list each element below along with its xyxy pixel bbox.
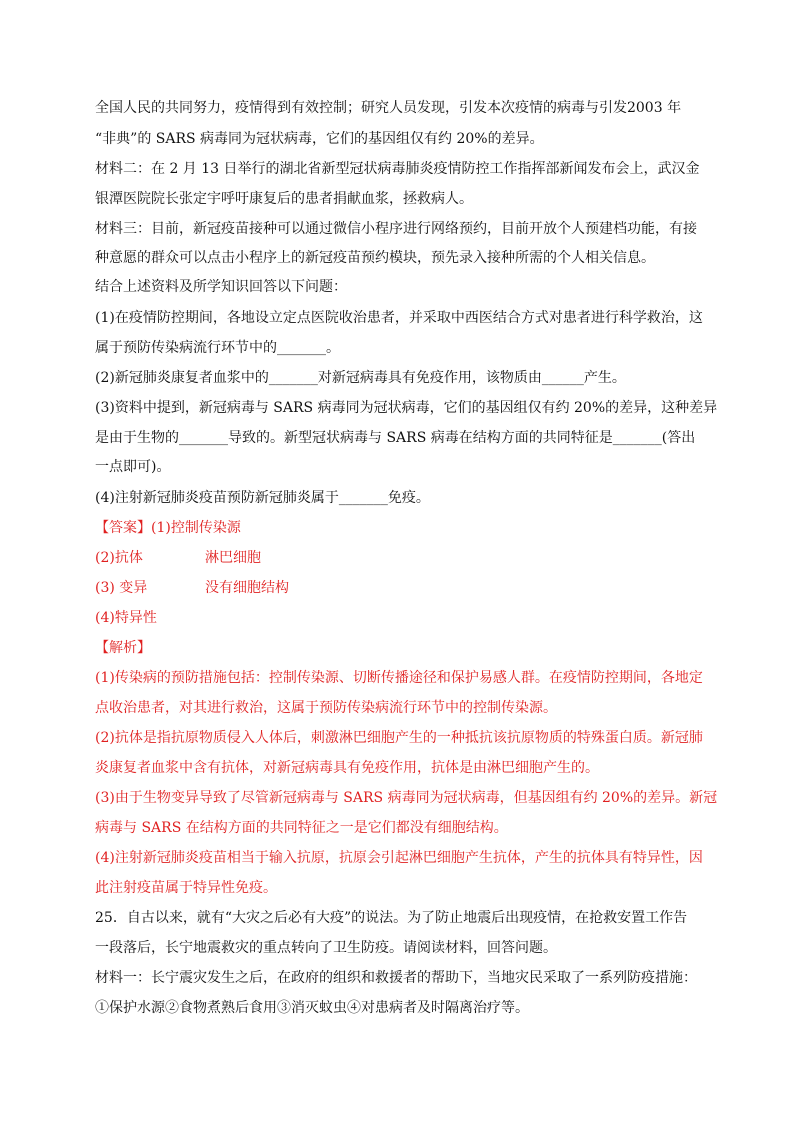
answer-line [95,548,735,568]
answer-2-right: 淋巴细胞 [205,550,261,566]
question-line: (1)在疫情防控期间，各地设立定点医院收治患者，并采取中西医结合方式对患者进行科学救治，这 [95,310,703,326]
analysis-line: (1)传染病的预防措施包括：控制传染源、切断传播途径和保护易感人群。在疫情防控期间，各地定 [95,670,703,686]
question-line: (2)新冠肺炎康复者血浆中的_______对新冠病毒具有免疫作用，该物质由______产生。 [95,370,626,386]
question-line: 是由于生物的_______导致的。新型冠状病毒与 SARS 病毒在结构方面的共同特征是_______(答出 [95,430,696,446]
answer-3-left: (3) 变异 [95,580,148,596]
analysis-label: 【解析】 [95,640,151,656]
answer-2-left: (2)抗体 [95,550,143,566]
text-line: 银潭医院院长张定宇呼吁康复后的患者捐献血浆，拯救病人。 [95,191,473,207]
question-25-line: 一段落后，长宁地震救灾的重点转向了卫生防疫。请阅读材料，回答问题。 [95,940,557,956]
question-line: (3)资料中提到，新冠病毒与 SARS 病毒同为冠状病毒，它们的基因组仅有约 20%的差异，这种差异 [95,400,718,416]
analysis-line: 点收治患者，对其进行救治，这属于预防传染病流行环节中的控制传染源。 [95,700,557,716]
question-line: (4)注射新冠肺炎疫苗预防新冠肺炎属于_______免疫。 [95,490,430,506]
question-25-line: 25．自古以来，就有“大灾之后必有大疫”的说法。为了防止地震后出现疫情，在抢救安置工作告 [95,910,688,926]
text-line: 全国人民的共同努力，疫情得到有效控制；研究人员发现，引发本次疫情的病毒与引发2003 年 [95,100,682,116]
answer-4: (4)特异性 [95,610,157,626]
text-line: 材料三：目前，新冠疫苗接种可以通过微信小程序进行网络预约，目前开放个人预建档功能，有接 [95,221,697,237]
question-line: 属于预防传染病流行环节中的_______。 [95,340,340,356]
analysis-line: (4)注射新冠肺炎疫苗相当于输入抗原，抗原会引起淋巴细胞产生抗体，产生的抗体具有特异性，因 [95,850,703,866]
material-line: 材料一：长宁震灾发生之后，在政府的组织和救援者的帮助下，当地灾民采取了一系列防疫措施： [95,970,697,986]
text-line: “非典”的 SARS 病毒同为冠状病毒，它们的基因组仅有约 20%的差异。 [95,131,544,147]
text-line: 材料二：在 2 月 13 日举行的湖北省新型冠状病毒肺炎疫情防控工作指挥部新闻发布会上，武汉金 [95,161,700,177]
text-line: 结合上述资料及所学知识回答以下问题： [95,279,347,295]
analysis-line: 此注射疫苗属于特异性免疫。 [95,880,277,896]
answer-line [95,578,735,598]
answer-label: 【答案】 [95,520,151,536]
analysis-line: 炎康复者血浆中含有抗体，对新冠病毒具有免疫作用，抗体是由淋巴细胞产生的。 [95,760,599,776]
analysis-line: 病毒与 SARS 在结构方面的共同特征之一是它们都没有细胞结构。 [95,820,508,836]
analysis-line: (3)由于生物变异导致了尽管新冠病毒与 SARS 病毒同为冠状病毒，但基因组有约 20%的差异。新冠 [95,790,718,806]
question-line: 一点即可)。 [95,459,171,475]
analysis-line: (2)抗体是指抗原物质侵入人体后，刺激淋巴细胞产生的一种抵抗该抗原物质的特殊蛋白质。新冠肺 [95,730,703,746]
material-line: ①保护水源②食物煮熟后食用③消灭蚊虫④对患病者及时隔离治疗等。 [95,1000,529,1016]
text-line: 种意愿的群众可以点击小程序上的新冠疫苗预约模块，预先录入接种所需的个人相关信息。 [95,250,655,266]
answer-3-right: 没有细胞结构 [205,580,289,596]
answer-line [95,518,735,538]
answer-1: (1)控制传染源 [151,520,241,536]
